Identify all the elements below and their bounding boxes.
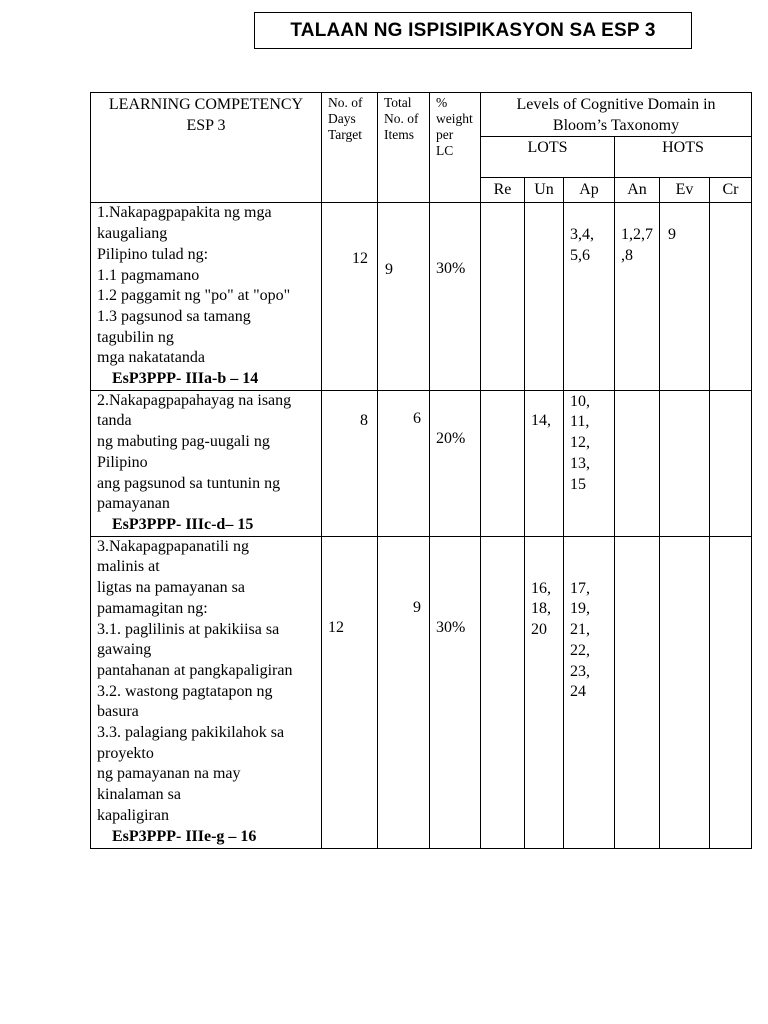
ap-cell: 10, 11, 12, 13, 15 [564,390,615,536]
competency-cell: 2.Nakapagpapahayag na isang tanda ng mabuting pag-uugali ng Pilipino ang pagsunod sa tuntunin ng pamayanan EsP3PPP- IIIc-d– 15 [91,390,322,536]
cr-cell [710,536,752,848]
table-row [91,390,752,536]
items-cell: 9 [378,203,430,390]
re-cell [481,203,525,390]
re-cell [481,536,525,848]
header-lots: LOTS [481,137,615,178]
an-cell [615,536,660,848]
ev-cell [660,536,710,848]
cr-cell [710,390,752,536]
un-cell [525,203,564,390]
header-re: Re [481,178,525,203]
header-ev: Ev [660,178,710,203]
an-cell: 1,2,7 ,8 [615,203,660,390]
header-hots: HOTS [615,137,752,178]
header-cognitive-levels: Levels of Cognitive Domain in Bloom’s Taxonomy [481,93,752,137]
competency-cell: 3.Nakapagpapanatili ng malinis at ligtas na pamayanan sa pamamagitan ng: 3.1. paglilinis at pakikiisa sa gawaing pantahanan at pangkapaligiran 3.2. wastong pagtatapon ng basura 3.3. palagiang pakikilahok sa proyekto ng pamayanan na may kinalaman sa kapaligiran EsP3PPP- IIIe-g – 16 [91,536,322,848]
cr-cell [710,203,752,390]
header-un: Un [525,178,564,203]
table-row [91,203,752,390]
ap-cell: 17, 19, 21, 22, 23, 24 [564,536,615,848]
un-cell: 16, 18, 20 [525,536,564,848]
days-cell: 12 [322,536,378,848]
days-cell: 12 [322,203,378,390]
ap-cell: 3,4, 5,6 [564,203,615,390]
competency-code: EsP3PPP- IIIa-b – 14 [112,370,259,388]
weight-cell: 30% [430,203,481,390]
header-ap: Ap [564,178,615,203]
weight-cell: 20% [430,390,481,536]
weight-cell: 30% [430,536,481,848]
specification-table [90,92,752,849]
header-days-target: No. of Days Target [322,93,378,203]
items-cell: 9 [378,536,430,848]
items-cell: 6 [378,390,430,536]
competency-code: EsP3PPP- IIIc-d– 15 [112,515,254,533]
re-cell [481,390,525,536]
un-cell: 14, [525,390,564,536]
table-row [91,536,752,848]
header-total-items: Total No. of Items [378,93,430,203]
an-cell [615,390,660,536]
header-learning-competency: LEARNING COMPETENCY ESP 3 [91,93,322,203]
header-weight: % weight per LC [430,93,481,203]
days-cell: 8 [322,390,378,536]
competency-code: EsP3PPP- IIIe-g – 16 [112,827,257,845]
competency-cell: 1.Nakapagpapakita ng mga kaugaliang Pilipino tulad ng: 1.1 pagmamano 1.2 paggamit ng "po" at "opo" 1.3 pagsunod sa tamang tagubilin ng mga nakatatanda EsP3PPP- IIIa-b – 14 [91,203,322,390]
document-title: TALAAN NG ISPISIPIKASYON SA ESP 3 [254,12,692,49]
header-an: An [615,178,660,203]
ev-cell [660,390,710,536]
ev-cell: 9 [660,203,710,390]
header-cr: Cr [710,178,752,203]
